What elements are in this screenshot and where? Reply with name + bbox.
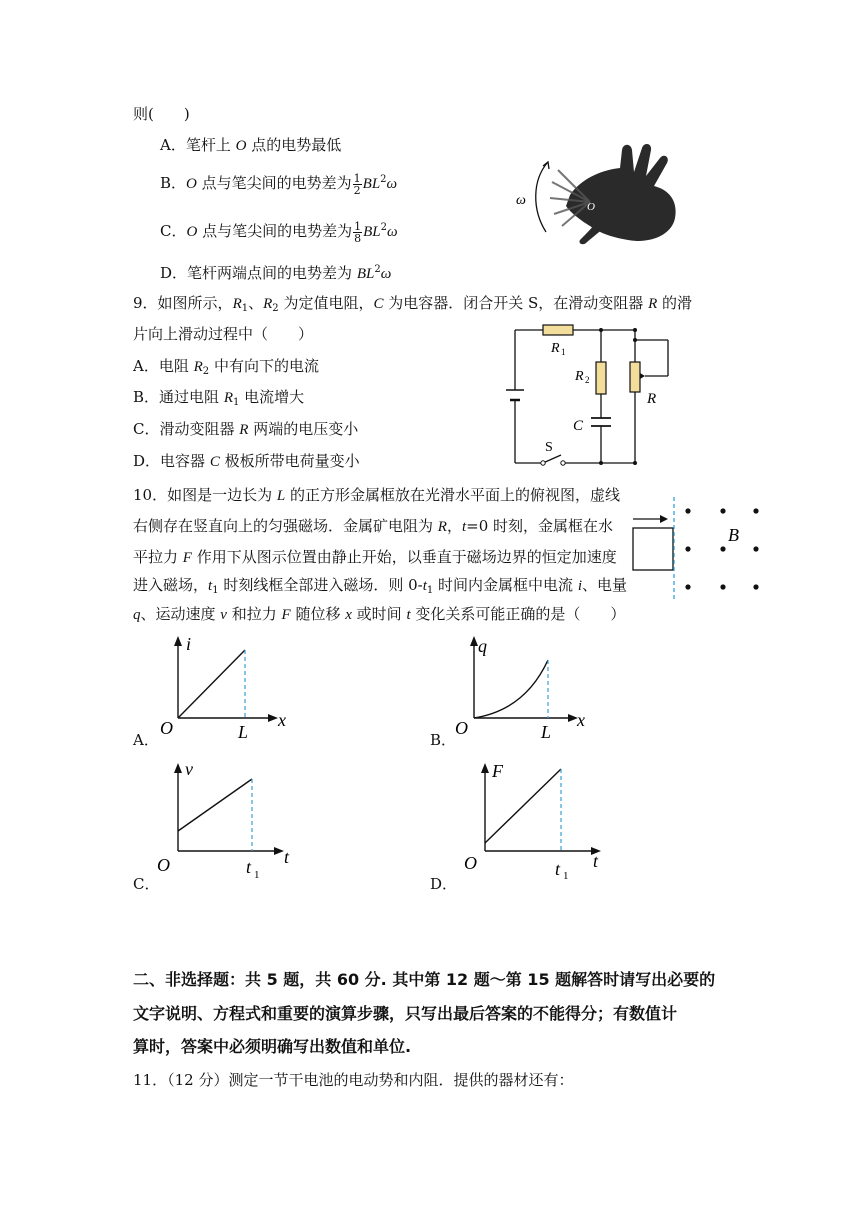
graph-c-x-label: t: [284, 847, 290, 867]
q10-stem-line4: 进入磁场，$t_1$ 时刻线框全部进入磁场．则 $0-t_1$ 时间内金属框中电流 i、电量: [133, 576, 627, 596]
q9-option-c: C．滑动变阻器 R 两端的电压变小: [133, 420, 359, 438]
graph-a-x-label: x: [278, 710, 286, 730]
q10-stem-line1: 10．如图是一边长为 L 的正方形金属框放在光滑水平面上的俯视图，虚线: [133, 486, 620, 504]
q8-option-a: A．笔杆上 O 点的电势最低: [160, 136, 342, 154]
omega-label: ω: [516, 193, 526, 208]
graph-b-origin: O: [455, 718, 468, 738]
hand-pen-figure: [510, 140, 685, 250]
r1-subscript: 1: [561, 347, 566, 357]
r-label: R: [647, 391, 657, 407]
graph-d-origin: O: [464, 853, 477, 873]
section2-heading-line3: 算时，答案中必须明确写出数值和单位.: [133, 1037, 412, 1056]
section2-heading-line2: 文字说明、方程式和重要的演算步骤，只写出最后答案的不能得分；有数值计: [133, 1004, 678, 1023]
graph-d-mark: t: [555, 859, 561, 879]
r2-label: R: [575, 369, 584, 384]
graph-d-x-label: t: [593, 851, 599, 871]
field-b-label: B: [728, 525, 739, 545]
graph-d: [455, 755, 610, 880]
o-point-label: O: [587, 201, 595, 213]
q9-stem-line1: 9．如图所示，$R_1$、$R_2$ 为定值电阻，C 为电容器．闭合开关 S，在滑动变阻器 R 的滑: [133, 294, 693, 314]
graph-a-origin: O: [160, 718, 173, 738]
graph-b-mark: L: [541, 722, 552, 742]
q8-stem-tail: 则( ): [133, 105, 190, 123]
graph-b-x-label: x: [577, 710, 585, 730]
q11-stem: 11．（12 分）测定一节干电池的电动势和内阻．提供的器材还有：: [133, 1071, 574, 1089]
c-label: C: [573, 418, 584, 434]
graph-a-option: A．: [133, 731, 159, 749]
graph-b-option: B．: [430, 731, 457, 749]
graph-c: [150, 755, 300, 880]
switch-label: S: [545, 440, 553, 455]
magnetic-field-figure: [628, 495, 778, 605]
graph-b: [450, 630, 595, 745]
q9-option-d: D．电容器 C 极板所带电荷量变小: [133, 452, 360, 470]
graph-d-mark-sub: 1: [563, 870, 569, 880]
r2-subscript: 2: [585, 375, 590, 385]
graph-c-option: C．: [133, 875, 160, 893]
q9-option-b: B．通过电阻 $R_1$ 电流增大: [133, 388, 305, 408]
graph-a-mark: L: [238, 722, 249, 742]
graph-a: [150, 630, 295, 745]
q10-stem-line2: 右侧存在竖直向上的匀强磁场．金属矿电阻为 R，t=0 时刻，金属框在水: [133, 517, 614, 535]
r1-label: R: [551, 341, 560, 356]
graph-c-origin: O: [157, 855, 170, 875]
graph-a-y-label: i: [186, 634, 192, 654]
q8-option-c: C．O 点与笔尖间的电势差为 $\frac{1}{8}$ $BL^2\omega$: [160, 219, 398, 245]
section2-heading-line1: 二、非选择题：共 5 题，共 60 分. 其中第 12 题～第 15 题解答时请写出必要的: [133, 970, 716, 989]
q9-stem-line2: 片向上滑动过程中（ ）: [133, 325, 314, 343]
graph-c-mark: t: [246, 857, 252, 877]
q10-stem-line5: q、运动速度 v 和拉力 F 随位移 x 或时间 t 变化关系可能正确的是（ ）: [133, 605, 626, 623]
graph-b-y-label: q: [478, 636, 487, 656]
q8-option-b: B．O 点与笔尖间的电势差为 $\frac{1}{2}$ $BL^2\omega$: [160, 171, 398, 197]
graph-d-y-label: F: [492, 761, 503, 781]
circuit-diagram: [505, 318, 685, 470]
q8-option-d: D．笔杆两端点间的电势差为 $BL^2\omega$: [160, 264, 392, 282]
graph-c-mark-sub: 1: [254, 869, 260, 880]
graph-d-option: D．: [430, 875, 458, 893]
graph-c-y-label: v: [185, 759, 193, 779]
q10-stem-line3: 平拉力 F 作用下从图示位置由静止开始，以垂直于磁场边界的恒定加速度: [133, 548, 617, 566]
q9-option-a: A．电阻 $R_2$ 中有向下的电流: [133, 357, 319, 377]
